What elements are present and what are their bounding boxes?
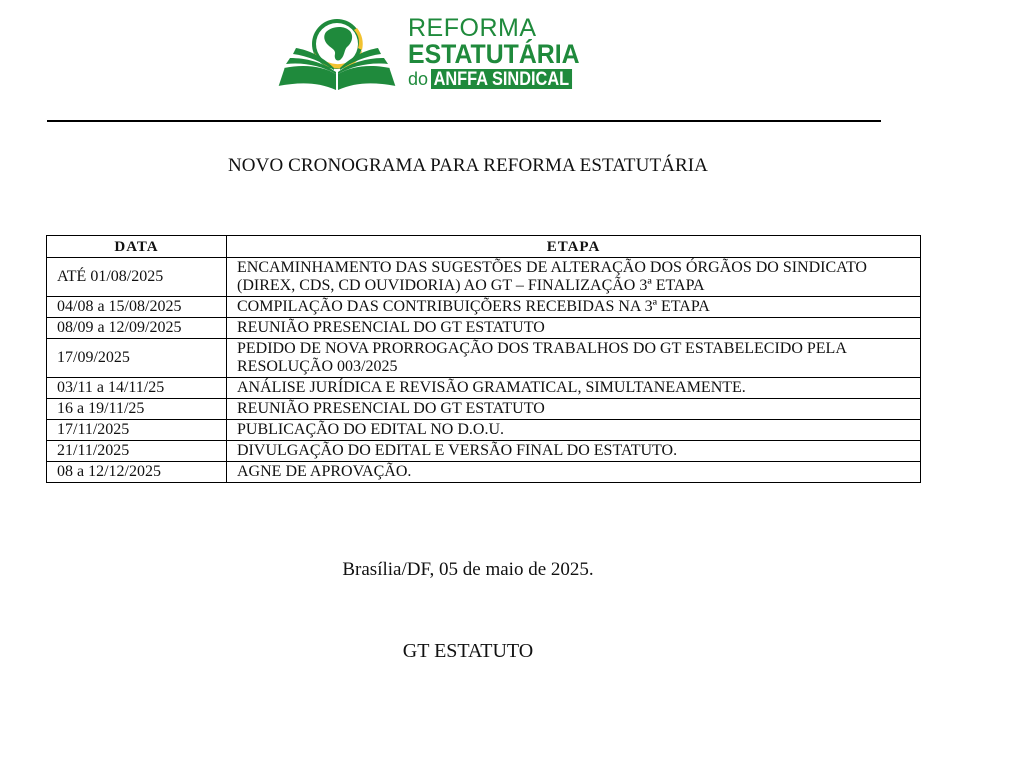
- row-date: 17/09/2025: [47, 339, 227, 378]
- row-step: ENCAMINHAMENTO DAS SUGESTÕES DE ALTERAÇÃO DOS ÓRGÃOS DO SINDICATO (DIREX, CDS, CD OUVIDORIA) AO GT – FINALIZAÇÃO 3ª ETAPA: [227, 258, 921, 297]
- signature-gt-estatuto: GT ESTATUTO: [402, 640, 534, 662]
- header-step: ETAPA: [227, 236, 921, 258]
- row-date: ATÉ 01/08/2025: [47, 258, 227, 297]
- table-row: [47, 399, 921, 420]
- row-step: REUNIÃO PRESENCIAL DO GT ESTATUTO: [227, 399, 921, 420]
- table-header-row: [47, 236, 921, 258]
- table-row: [47, 297, 921, 318]
- row-step: ANÁLISE JURÍDICA E REVISÃO GRAMATICAL, SIMULTANEAMENTE.: [227, 378, 921, 399]
- row-date: 16 a 19/11/25: [47, 399, 227, 420]
- row-date: 04/08 a 15/08/2025: [47, 297, 227, 318]
- table-row: [47, 258, 921, 297]
- row-date: 08 a 12/12/2025: [47, 462, 227, 483]
- open-book-globe-icon: [274, 12, 400, 94]
- header-date: DATA: [47, 236, 227, 258]
- logo-anffa-box: ANFFA SINDICAL: [431, 69, 572, 89]
- table-row: [47, 420, 921, 441]
- header-rule: [47, 120, 881, 122]
- row-step: AGNE DE APROVAÇÃO.: [227, 462, 921, 483]
- document-title: NOVO CRONOGRAMA PARA REFORMA ESTATUTÁRIA: [227, 155, 709, 176]
- table-row: [47, 318, 921, 339]
- logo-line-reforma: REFORMA: [408, 14, 537, 42]
- row-step: PEDIDO DE NOVA PRORROGAÇÃO DOS TRABALHOS DO GT ESTABELECIDO PELA RESOLUÇÃO 003/2025: [227, 339, 921, 378]
- logo-line-estatutaria: ESTATUTÁRIA: [408, 39, 580, 69]
- row-step: PUBLICAÇÃO DO EDITAL NO D.O.U.: [227, 420, 921, 441]
- table-row: [47, 462, 921, 483]
- schedule-table: [46, 235, 921, 483]
- row-step: COMPILAÇÃO DAS CONTRIBUIÇÕERS RECEBIDAS NA 3ª ETAPA: [227, 297, 921, 318]
- row-date: 21/11/2025: [47, 441, 227, 462]
- row-step: REUNIÃO PRESENCIAL DO GT ESTATUTO: [227, 318, 921, 339]
- table-row: [47, 339, 921, 378]
- table-row: [47, 378, 921, 399]
- logo-line-anffa: [408, 69, 598, 93]
- reforma-estatutaria-logo: [274, 12, 594, 96]
- logo-do-text: do: [408, 69, 429, 89]
- row-date: 03/11 a 14/11/25: [47, 378, 227, 399]
- row-step: DIVULGAÇÃO DO EDITAL E VERSÃO FINAL DO ESTATUTO.: [227, 441, 921, 462]
- logo-wordmark: [408, 16, 598, 93]
- place-and-date: Brasília/DF, 05 de maio de 2025.: [342, 559, 594, 580]
- row-date: 08/09 a 12/09/2025: [47, 318, 227, 339]
- row-date: 17/11/2025: [47, 420, 227, 441]
- table-row: [47, 441, 921, 462]
